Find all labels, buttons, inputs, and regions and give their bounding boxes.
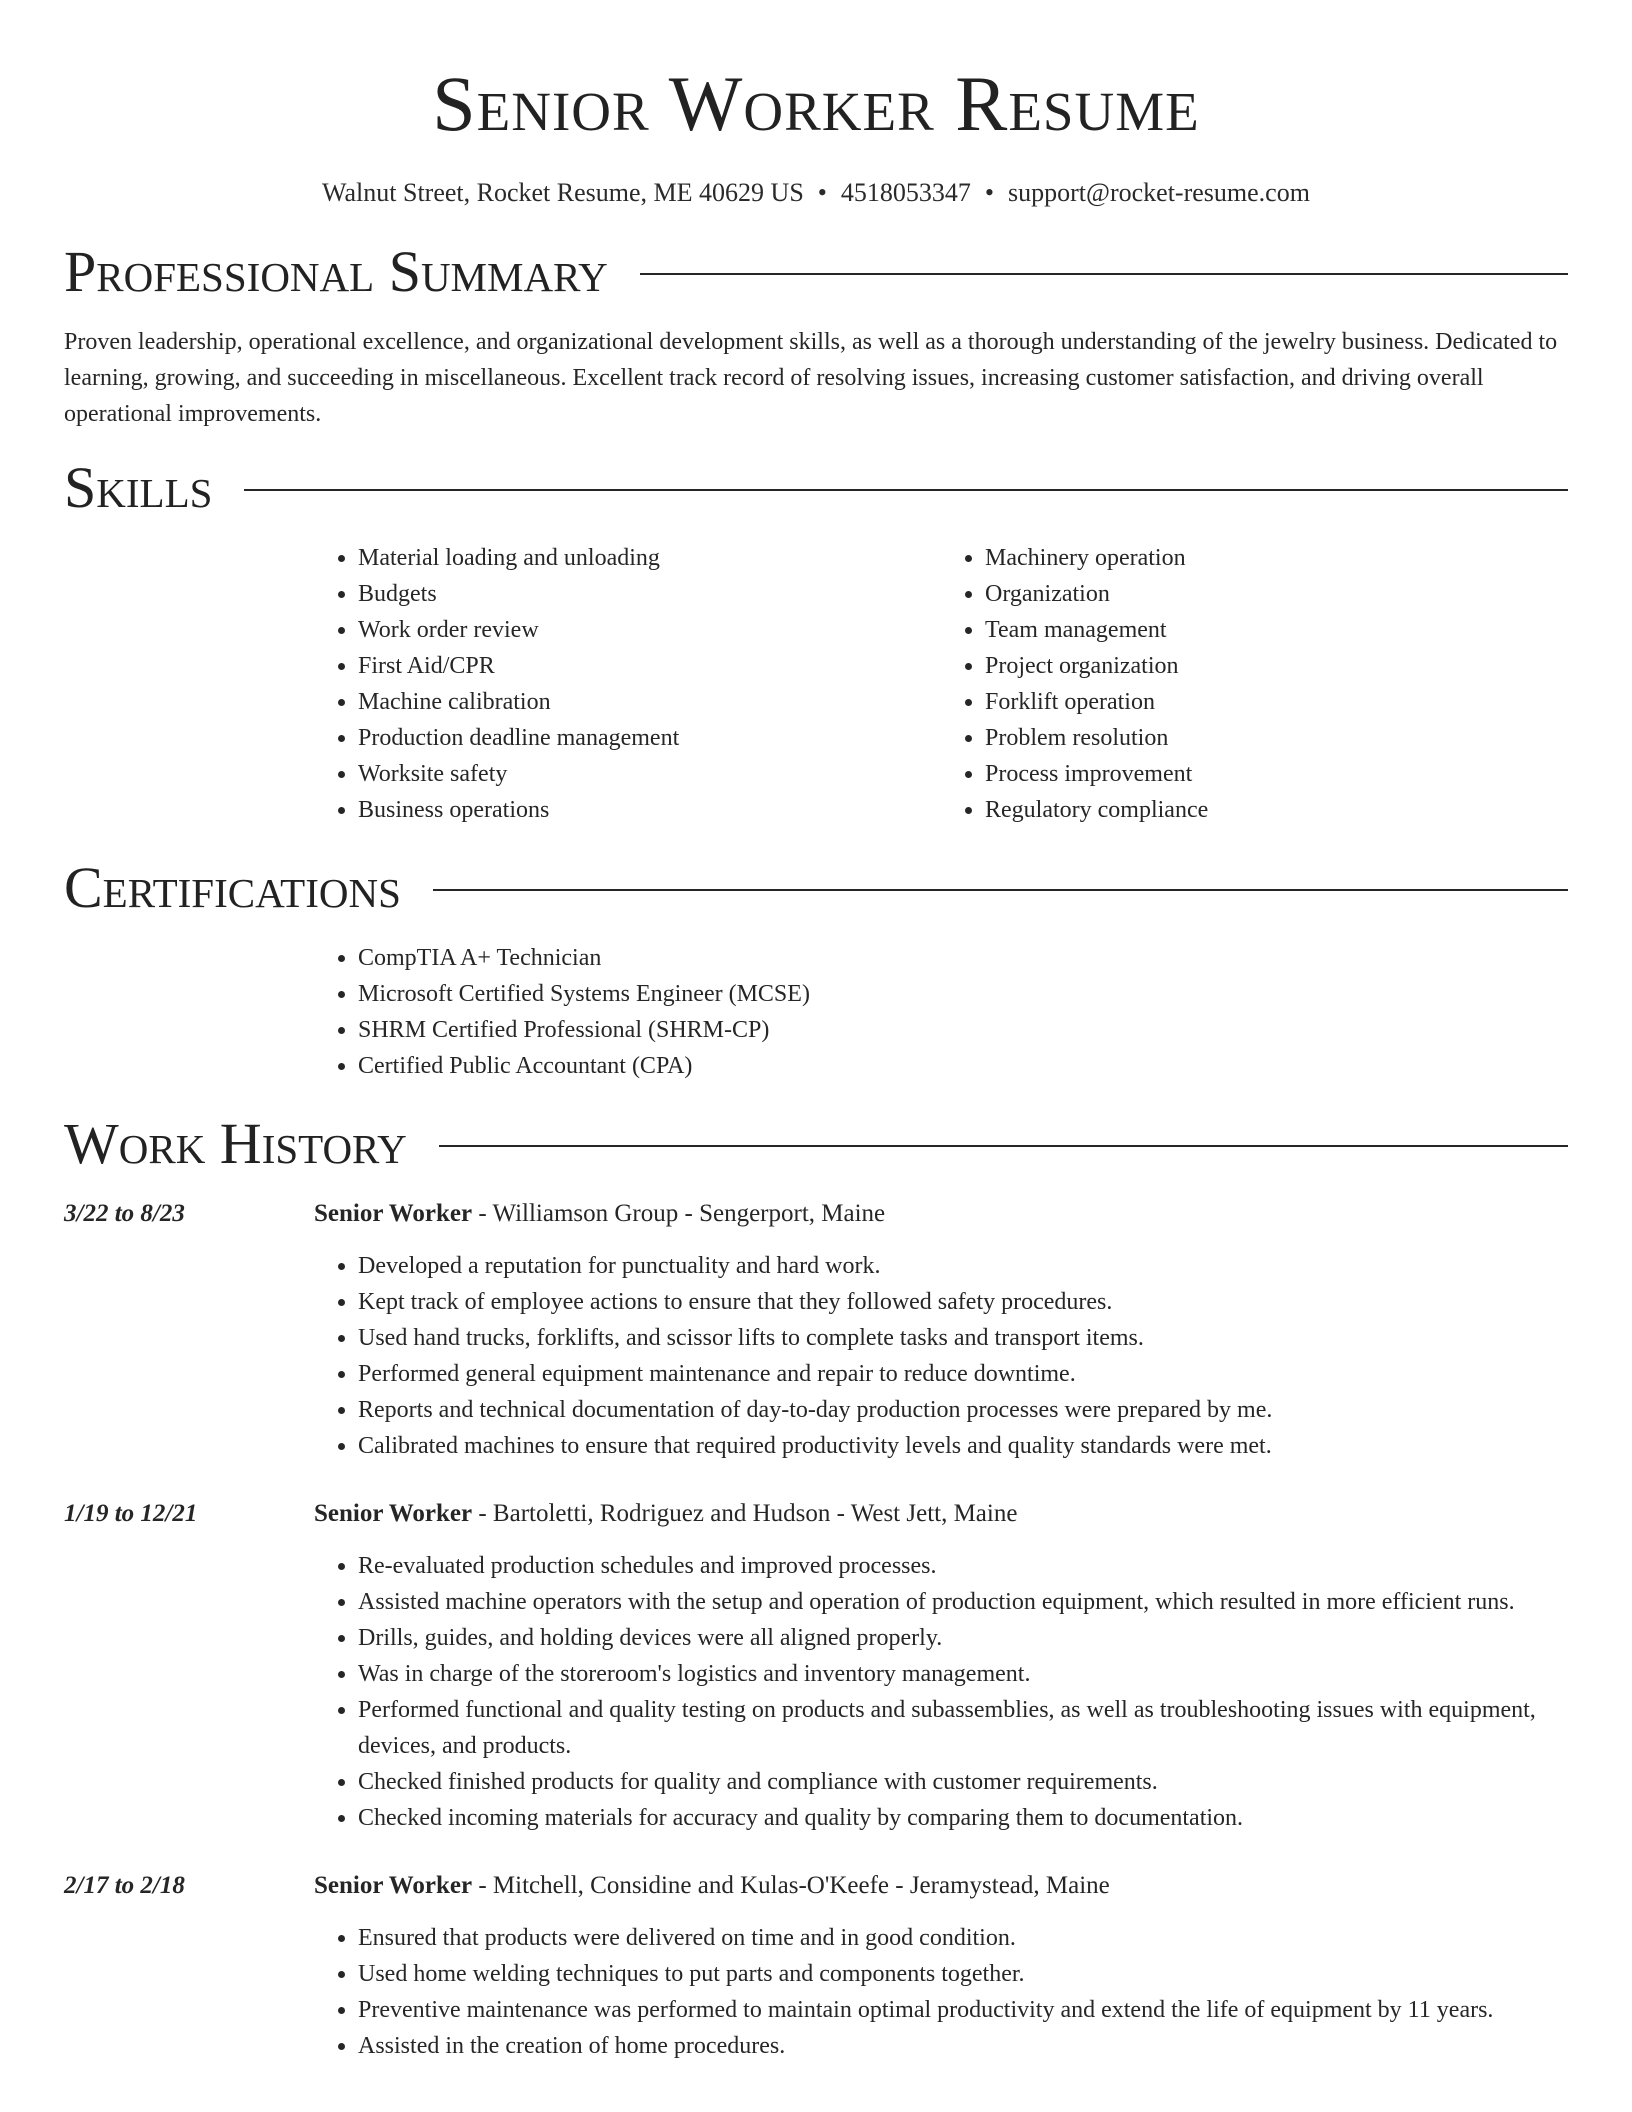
job-duty-item: • Used home welding techniques to put parts and components together.	[358, 1956, 1568, 1992]
job-header	[64, 1868, 1568, 1904]
skill-item: • Production deadline management	[358, 720, 941, 756]
job-duty-item: • Reports and technical documentation of day-to-day production processes were prepared by me.	[358, 1392, 1568, 1428]
job-heading-line	[314, 1496, 1017, 1532]
contact-address: Walnut Street, Rocket Resume, ME 40629 US	[322, 178, 804, 207]
job-duty-item: • Assisted machine operators with the setup and operation of production equipment, which resulted in more efficient runs.	[358, 1584, 1568, 1620]
job-duties-list	[314, 1920, 1568, 2064]
skill-item: • Regulatory compliance	[985, 792, 1568, 828]
job-duty-item: • Performed general equipment maintenance and repair to reduce downtime.	[358, 1356, 1568, 1392]
contact-phone: 4518053347	[840, 178, 971, 207]
job-duty-item: • Preventive maintenance was performed to maintain optimal productivity and extend the life of equipment by 11 years.	[358, 1992, 1568, 2028]
job-duty-item: • Re-evaluated production schedules and improved processes.	[358, 1548, 1568, 1584]
job-duty-item: • Checked finished products for quality and compliance with customer requirements.	[358, 1764, 1568, 1800]
skill-item: • First Aid/CPR	[358, 648, 941, 684]
work-history-heading: Work History	[64, 1111, 407, 1176]
job-employer: - Mitchell, Considine and Kulas-O'Keefe - Jeramystead, Maine	[472, 1872, 1110, 1899]
certification-item: • CompTIA A+ Technician	[358, 940, 1568, 976]
skills-heading: Skills	[64, 455, 213, 520]
skill-item: • Problem resolution	[985, 720, 1568, 756]
job-duty-item: • Was in charge of the storeroom's logistics and inventory management.	[358, 1656, 1568, 1692]
certification-item: • SHRM Certified Professional (SHRM-CP)	[358, 1012, 1568, 1048]
job-dates: 1/19 to 12/21	[64, 1500, 198, 1527]
skill-item: • Worksite safety	[358, 756, 941, 792]
skill-item: • Forklift operation	[985, 684, 1568, 720]
section-divider	[640, 273, 1568, 275]
contact-line	[64, 176, 1568, 210]
job-title: Senior Worker	[314, 1200, 473, 1227]
work-history-section-header	[64, 1112, 1568, 1176]
summary-section-header	[64, 240, 1568, 304]
section-divider	[244, 489, 1568, 491]
job-title: Senior Worker	[314, 1500, 473, 1527]
contact-email: support@rocket-resume.com	[1008, 178, 1310, 207]
skill-item: • Material loading and unloading	[358, 540, 941, 576]
skills-section-header	[64, 456, 1568, 520]
job-dates: 2/17 to 2/18	[64, 1872, 185, 1899]
resume-title: Senior Worker Resume	[432, 60, 1200, 147]
job-header	[64, 1496, 1568, 1532]
skills-list-right	[941, 540, 1568, 828]
skills-list-left	[314, 540, 941, 828]
job-entry	[64, 1196, 1568, 1464]
job-dates: 3/22 to 8/23	[64, 1200, 185, 1227]
certification-item: • Certified Public Accountant (CPA)	[358, 1048, 1568, 1084]
job-heading-line	[314, 1868, 1110, 1904]
skill-item: • Project organization	[985, 648, 1568, 684]
skill-item: • Work order review	[358, 612, 941, 648]
skill-item: • Team management	[985, 612, 1568, 648]
skill-item: • Business operations	[358, 792, 941, 828]
job-duty-item: • Drills, guides, and holding devices were all aligned properly.	[358, 1620, 1568, 1656]
skills-columns	[314, 540, 1568, 828]
certifications-section-header	[64, 856, 1568, 920]
job-entry	[64, 1868, 1568, 2064]
certifications-heading: Certifications	[64, 855, 401, 920]
job-duties-list	[314, 1248, 1568, 1464]
job-heading-line	[314, 1196, 885, 1232]
job-duty-item: • Assisted in the creation of home procedures.	[358, 2028, 1568, 2064]
skill-item: • Budgets	[358, 576, 941, 612]
skill-item: • Organization	[985, 576, 1568, 612]
job-duty-item: • Used hand trucks, forklifts, and scissor lifts to complete tasks and transport items.	[358, 1320, 1568, 1356]
job-duty-item: • Checked incoming materials for accuracy and quality by comparing them to documentation.	[358, 1800, 1568, 1836]
section-divider	[439, 1145, 1568, 1147]
job-employer: - Williamson Group - Sengerport, Maine	[472, 1200, 886, 1227]
section-divider	[433, 889, 1568, 891]
skill-item: • Machine calibration	[358, 684, 941, 720]
skill-item: • Machinery operation	[985, 540, 1568, 576]
contact-separator: •	[984, 178, 995, 207]
certifications-list	[314, 940, 1568, 1084]
job-header	[64, 1196, 1568, 1232]
certification-item: • Microsoft Certified Systems Engineer (MCSE)	[358, 976, 1568, 1012]
job-duty-item: • Performed functional and quality testing on products and subassemblies, as well as troubleshooting issues with equipment, devices, and products.	[358, 1692, 1568, 1764]
job-duty-item: • Kept track of employee actions to ensure that they followed safety procedures.	[358, 1284, 1568, 1320]
job-entry	[64, 1496, 1568, 1836]
job-duty-item: • Calibrated machines to ensure that required productivity levels and quality standards were met.	[358, 1428, 1568, 1464]
summary-text: Proven leadership, operational excellence, and organizational development skills, as well as a thorough understanding of the jewelry business. Dedicated to learning, growing, and succeeding in miscellaneous. Excellent track record of resolving issues, increasing customer satisfaction, and driving overall operational improvements.	[64, 329, 1558, 427]
skill-item: • Process improvement	[985, 756, 1568, 792]
summary-heading: Professional Summary	[64, 239, 608, 304]
job-title: Senior Worker	[314, 1872, 473, 1899]
job-duty-item: • Ensured that products were delivered on time and in good condition.	[358, 1920, 1568, 1956]
contact-separator: •	[817, 178, 827, 207]
job-employer: - Bartoletti, Rodriguez and Hudson - West Jett, Maine	[472, 1500, 1018, 1527]
job-duties-list	[314, 1548, 1568, 1836]
job-duty-item: • Developed a reputation for punctuality and hard work.	[358, 1248, 1568, 1284]
